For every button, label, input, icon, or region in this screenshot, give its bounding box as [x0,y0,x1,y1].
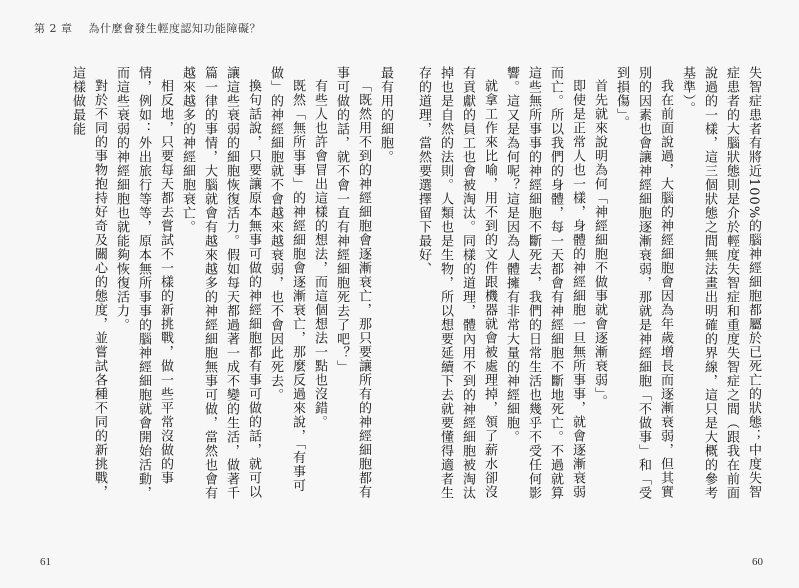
paragraph: 既然「無所事事」的神經細胞會逐漸衰亡，那麼反過來說，「有事可做」的神經細胞就不會越來越衰弱，也不會因此死去。 [268,66,305,493]
paragraph: 對於不同的事物抱持好奇及關心的態度，並嘗試各種不同的新挑戰，這樣做最能 [70,66,107,499]
paragraph: 「既然用不到的神經細胞會逐漸衰亡，那只要讓所有的神經細胞都有事可做的話，就不會一直有神經細胞死去了吧？」 [334,66,371,499]
paragraph: 首先就來說明為何「神經細胞不做事就會逐漸衰弱」。 [592,79,607,409]
chapter-title: 為什麼會發生輕度認知功能障礙？ [88,22,261,35]
paragraph: 就拿工作來比喻，用不到的文件跟機器就會被處理掉，領了薪水卻沒有貢獻的員工也會被淘汰。同樣的道理，體內用不到的神經細胞被淘汰掉也是自然的法則。人類也是生物，所以想要延續下去就要懂得適者生存的道理，當然要選擇留下最好、 [416,66,497,500]
paragraph: 即使是正常人也一樣，身體的神經細胞一旦無所事事，就會逐漸衰弱而亡。所以我們的身體，每一天都會有神經細胞不斷地死亡。不過就算這些無所事事的神經細胞不斷死去，我們的日常生活也幾乎不受任何影響。這又是為何呢？這是因為人體擁有非常大量的神經細胞。 [504,66,585,500]
page-number-right: 60 [752,556,763,568]
left-page-body [70,66,396,506]
paragraph: 最有用的細胞。 [378,66,393,164]
paragraph: 有些人也許會冒出這樣的想法，而這個想法一點也沒錯。 [312,79,327,429]
page-number-left: 61 [40,556,51,568]
paragraph: 我在前面說過，大腦的神經細胞會因為年歲增長而逐漸衰弱，但其實別的因素也會讓神經細胞逐漸衰弱，那就是神經細胞「不做事」和「受到損傷」。 [614,66,673,500]
paragraph: 換句話說，只要讓原本無事可做的神經細胞都有事可做的話，就可以讓這些衰弱的細胞恢復活力。假如每天都過著一成不變的生活，做著千篇一律的事情，大腦就會有越來越多的神經細胞無事可做，當然也會有越來越多的神經細胞衰亡。 [180,66,261,500]
paragraph: 失智症患者有將近100%的腦神經細胞都屬於已死亡的狀態；中度失智症患者的大腦狀態則是介於輕度失智症和重度失智症之間（跟我在前面說過的一樣，這三個狀態之間無法畫出明確的界線，這只是大概的參考基準）。 [680,66,761,500]
right-page-body [416,66,764,506]
paragraph: 相反地，只要每天都去嘗試不一樣的新挑戰，做一些平常沒做的事情，例如：外出旅行等等，原本無所事事的腦神經細胞就會開始活動，而這些衰弱的神經細胞也就能夠恢復活力。 [114,66,173,500]
chapter-label: 第 2 章 [34,22,73,35]
running-header [34,20,261,36]
